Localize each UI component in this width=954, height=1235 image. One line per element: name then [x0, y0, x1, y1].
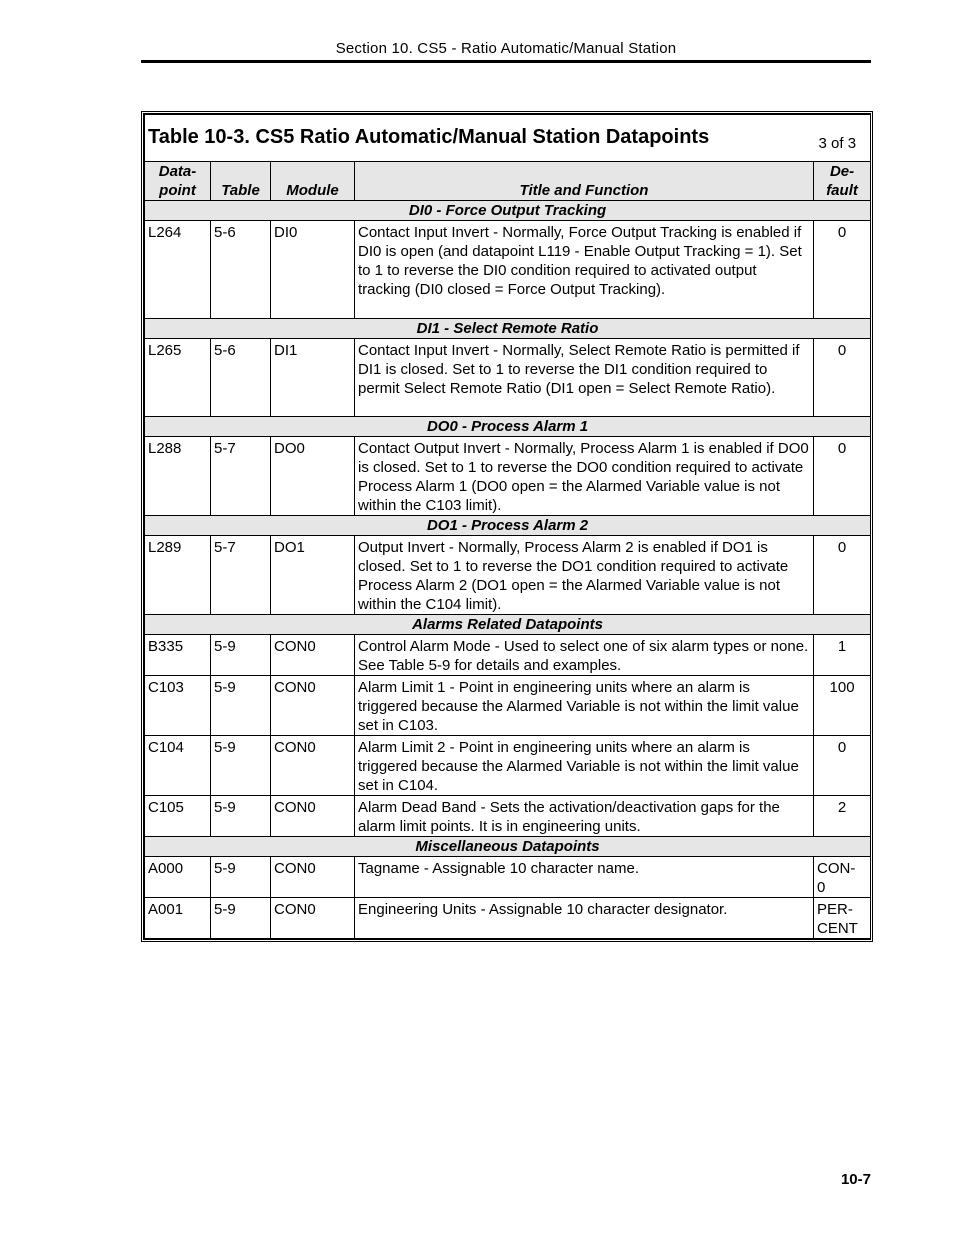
- cell-datapoint: L289: [145, 536, 211, 615]
- cell-default: 0: [814, 339, 871, 417]
- section-heading-row: [145, 837, 871, 857]
- cell-datapoint: L265: [145, 339, 211, 417]
- cell-module: CON0: [271, 857, 355, 898]
- column-header-default: De- fault: [814, 162, 871, 201]
- cell-function: Contact Input Invert - Normally, Select Remote Ratio is permitted if DI1 is closed. Set to 1 to reverse the DI1 condition required to permit Select Remote Ratio (DI1 open = Select Remote Ratio).: [355, 339, 814, 417]
- cell-table: 5-9: [211, 857, 271, 898]
- table-row: [145, 796, 871, 837]
- cell-module: DO0: [271, 437, 355, 516]
- table-header-row: [145, 162, 871, 201]
- cell-default: PER- CENT: [814, 898, 871, 939]
- cell-datapoint: B335: [145, 635, 211, 676]
- cell-function: Output Invert - Normally, Process Alarm 2 is enabled if DO1 is closed. Set to 1 to reverse the DO1 condition required to activate Process Alarm 2 (DO1 open = the Alarmed Variable value is not within the C104 limit).: [355, 536, 814, 615]
- table-title: Table 10-3. CS5 Ratio Automatic/Manual Station Datapoints: [148, 126, 710, 148]
- section-heading: DO0 - Process Alarm 1: [145, 417, 871, 437]
- cell-table: 5-9: [211, 676, 271, 736]
- cell-datapoint: L264: [145, 221, 211, 319]
- column-header-title-function: Title and Function: [355, 162, 814, 201]
- cell-default: 2: [814, 796, 871, 837]
- cell-default: CON- 0: [814, 857, 871, 898]
- section-heading: DO1 - Process Alarm 2: [145, 516, 871, 536]
- cell-datapoint: A001: [145, 898, 211, 939]
- table-row: [145, 676, 871, 736]
- cell-table: 5-6: [211, 339, 271, 417]
- cell-datapoint: C105: [145, 796, 211, 837]
- cell-function: Contact Input Invert - Normally, Force Output Tracking is enabled if DI0 is open (and datapoint L119 - Enable Output Tracking = 1). Set to 1 to reverse the DI0 condition required to activated output tracking (DI0 closed = Force Output Tracking).: [355, 221, 814, 319]
- cell-default: 100: [814, 676, 871, 736]
- cell-table: 5-9: [211, 736, 271, 796]
- datapoints-table: [144, 114, 871, 939]
- cell-module: CON0: [271, 898, 355, 939]
- column-header-module: Module: [271, 162, 355, 201]
- table-row: [145, 635, 871, 676]
- running-head: Section 10. CS5 - Ratio Automatic/Manual Station: [335, 40, 677, 57]
- table-row: [145, 437, 871, 516]
- cell-table: 5-6: [211, 221, 271, 319]
- section-heading: DI1 - Select Remote Ratio: [145, 319, 871, 339]
- table-page-of: 3 of 3: [818, 135, 857, 152]
- cell-module: CON0: [271, 796, 355, 837]
- cell-module: CON0: [271, 676, 355, 736]
- cell-function: Alarm Limit 1 - Point in engineering units where an alarm is triggered because the Alarmed Variable is not within the limit value set in C103.: [355, 676, 814, 736]
- cell-function: Control Alarm Mode - Used to select one of six alarm types or none. See Table 5-9 for details and examples.: [355, 635, 814, 676]
- cell-datapoint: C103: [145, 676, 211, 736]
- cell-function: Engineering Units - Assignable 10 character designator.: [355, 898, 814, 939]
- section-heading-row: [145, 615, 871, 635]
- table-row: [145, 736, 871, 796]
- cell-table: 5-9: [211, 898, 271, 939]
- table-row: [145, 221, 871, 319]
- cell-function: Alarm Limit 2 - Point in engineering units where an alarm is triggered because the Alarmed Variable is not within the limit value set in C104.: [355, 736, 814, 796]
- section-heading-row: [145, 417, 871, 437]
- cell-function: Alarm Dead Band - Sets the activation/deactivation gaps for the alarm limit points. It is in engineering units.: [355, 796, 814, 837]
- cell-function: Contact Output Invert - Normally, Process Alarm 1 is enabled if DO0 is closed. Set to 1 to reverse the DO0 condition required to activate Process Alarm 1 (DO0 open = the Alarmed Variable value is not within the C103 limit).: [355, 437, 814, 516]
- section-heading: Miscellaneous Datapoints: [145, 837, 871, 857]
- column-header-datapoint: Data- point: [145, 162, 211, 201]
- table-row: [145, 898, 871, 939]
- cell-default: 0: [814, 736, 871, 796]
- cell-module: DI0: [271, 221, 355, 319]
- cell-default: 1: [814, 635, 871, 676]
- section-heading: DI0 - Force Output Tracking: [145, 201, 871, 221]
- cell-module: CON0: [271, 736, 355, 796]
- cell-default: 0: [814, 221, 871, 319]
- table-title-cell: [145, 115, 871, 162]
- section-heading-row: [145, 516, 871, 536]
- cell-table: 5-9: [211, 635, 271, 676]
- cell-default: 0: [814, 437, 871, 516]
- cell-table: 5-7: [211, 536, 271, 615]
- table-row: [145, 536, 871, 615]
- section-heading-row: [145, 319, 871, 339]
- cell-default: 0: [814, 536, 871, 615]
- page-number: 10-7: [840, 1171, 871, 1188]
- cell-function: Tagname - Assignable 10 character name.: [355, 857, 814, 898]
- section-heading-row: [145, 201, 871, 221]
- column-header-table: Table: [211, 162, 271, 201]
- section-heading: Alarms Related Datapoints: [145, 615, 871, 635]
- cell-module: DI1: [271, 339, 355, 417]
- cell-table: 5-7: [211, 437, 271, 516]
- cell-table: 5-9: [211, 796, 271, 837]
- cell-datapoint: L288: [145, 437, 211, 516]
- table-row: [145, 857, 871, 898]
- table-row: [145, 339, 871, 417]
- cell-module: CON0: [271, 635, 355, 676]
- header-rule: [141, 60, 871, 63]
- cell-module: DO1: [271, 536, 355, 615]
- datapoints-table-frame: [141, 111, 873, 942]
- cell-datapoint: A000: [145, 857, 211, 898]
- cell-datapoint: C104: [145, 736, 211, 796]
